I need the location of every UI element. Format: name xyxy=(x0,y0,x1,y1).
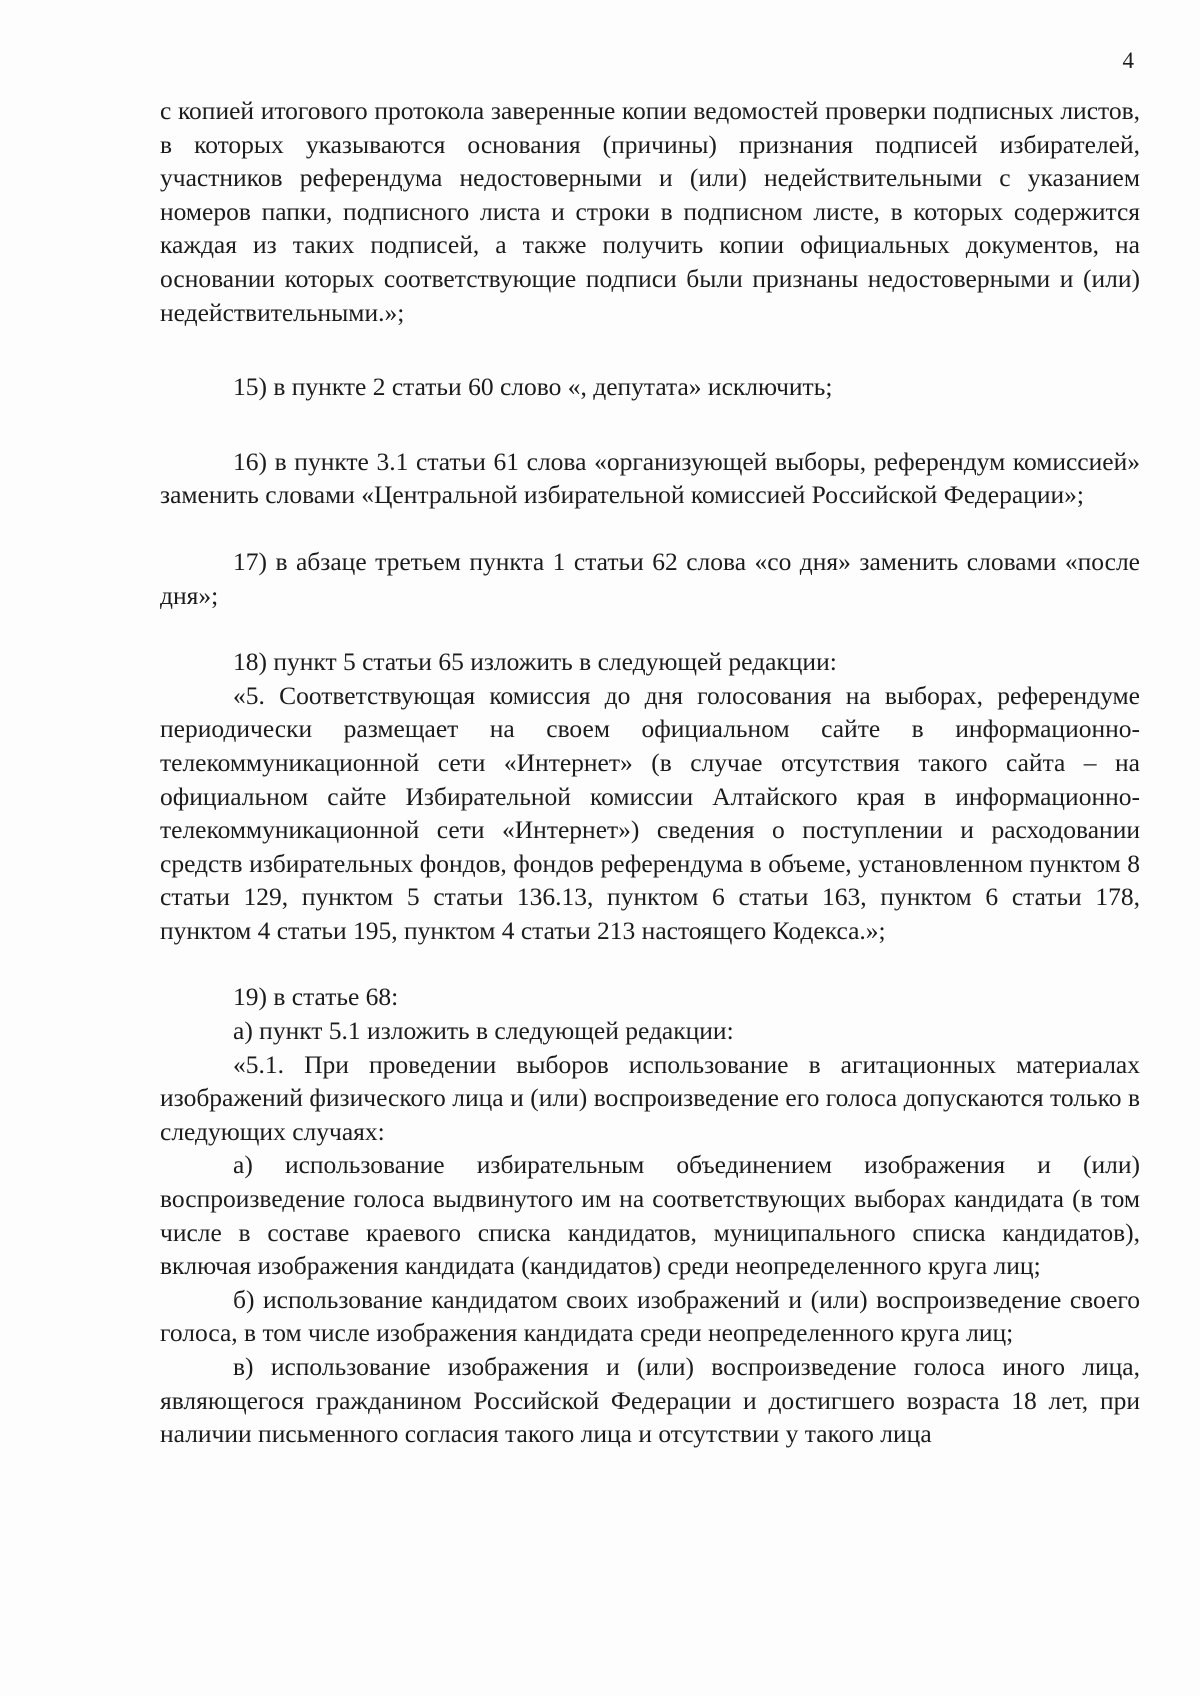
paragraph-item-18: 18) пункт 5 статьи 65 изложить в следующей редакции: xyxy=(233,647,837,677)
paragraph-case-a: а) использование избирательным объединением изображения и (или) воспроизведение голоса выдвинутого им на соответствующих выборах кандидата (в том числе в составе краевого списка кандидатов, муниципального списка кандидатов), включая изображения кандидата (кандидатов) среди неопределенного круга лиц; xyxy=(160,1150,1140,1281)
paragraph-item-17: 17) в абзаце третьем пункта 1 статьи 62 слова «со дня» заменить словами «после дня»; xyxy=(160,546,1140,610)
paragraph-item-16: 16) в пункте 3.1 статьи 61 слова «организующей выборы, референдум комиссией» заменить словами «Центральной избирательной комиссией Российской Федерации»; xyxy=(160,446,1140,510)
paragraph-item-19: 19) в статье 68: xyxy=(233,982,399,1012)
paragraph-item-18-text: «5. Соответствующая комиссия до дня голосования на выборах, референдуме периодически размещает на своем официальном сайте в информационно-телекоммуникационной сети «Интернет» (в случае отсутствия такого сайта – на официальном сайте Избирательной комиссии Алтайского края в информационно-телекоммуникационной сети «Интернет») сведения о поступлении и расходовании средств избирательных фондов, фондов референдума в объеме, установленном пунктом 8 статьи 129, пунктом 5 статьи 136.13, пунктом 6 статьи 163, пунктом 6 статьи 178, пунктом 4 статьи 195, пунктом 4 статьи 213 настоящего Кодекса.»; xyxy=(160,680,1140,945)
paragraph-point-5-1: «5.1. При проведении выборов использование в агитационных материалах изображений физического лица и (или) воспроизведение его голоса допускаются только в следующих случаях: xyxy=(160,1049,1140,1146)
paragraph-subitem-a: а) пункт 5.1 изложить в следующей редакции: xyxy=(233,1016,734,1046)
paragraph-case-b: б) использование кандидатом своих изображений и (или) воспроизведение своего голоса, в том числе изображения кандидата среди неопределенного круга лиц; xyxy=(160,1284,1140,1348)
paragraph-case-v: в) использование изображения и (или) воспроизведение голоса иного лица, являющегося гражданином Российской Федерации и достигшего возраста 18 лет, при наличии письменного согласия такого лица и отсутствии у такого лица xyxy=(160,1352,1140,1449)
page-number: 4 xyxy=(1122,48,1134,73)
paragraph-item-15: 15) в пункте 2 статьи 60 слово «, депутата» исключить; xyxy=(233,372,833,402)
paragraph-continuation: с копией итогового протокола заверенные копии ведомостей проверки подписных листов, в которых указываются основания (причины) признания подписей избирателей, участников референдума недостоверными и (или) недействительными с указанием номеров папки, подписного листа и строки в подписном листе, в которых содержится каждая из таких подписей, а также получить копии официальных документов, на основании которых соответствующие подписи были признаны недостоверными и (или) недействительными.»; xyxy=(160,96,1140,327)
document-body xyxy=(160,94,1140,1451)
